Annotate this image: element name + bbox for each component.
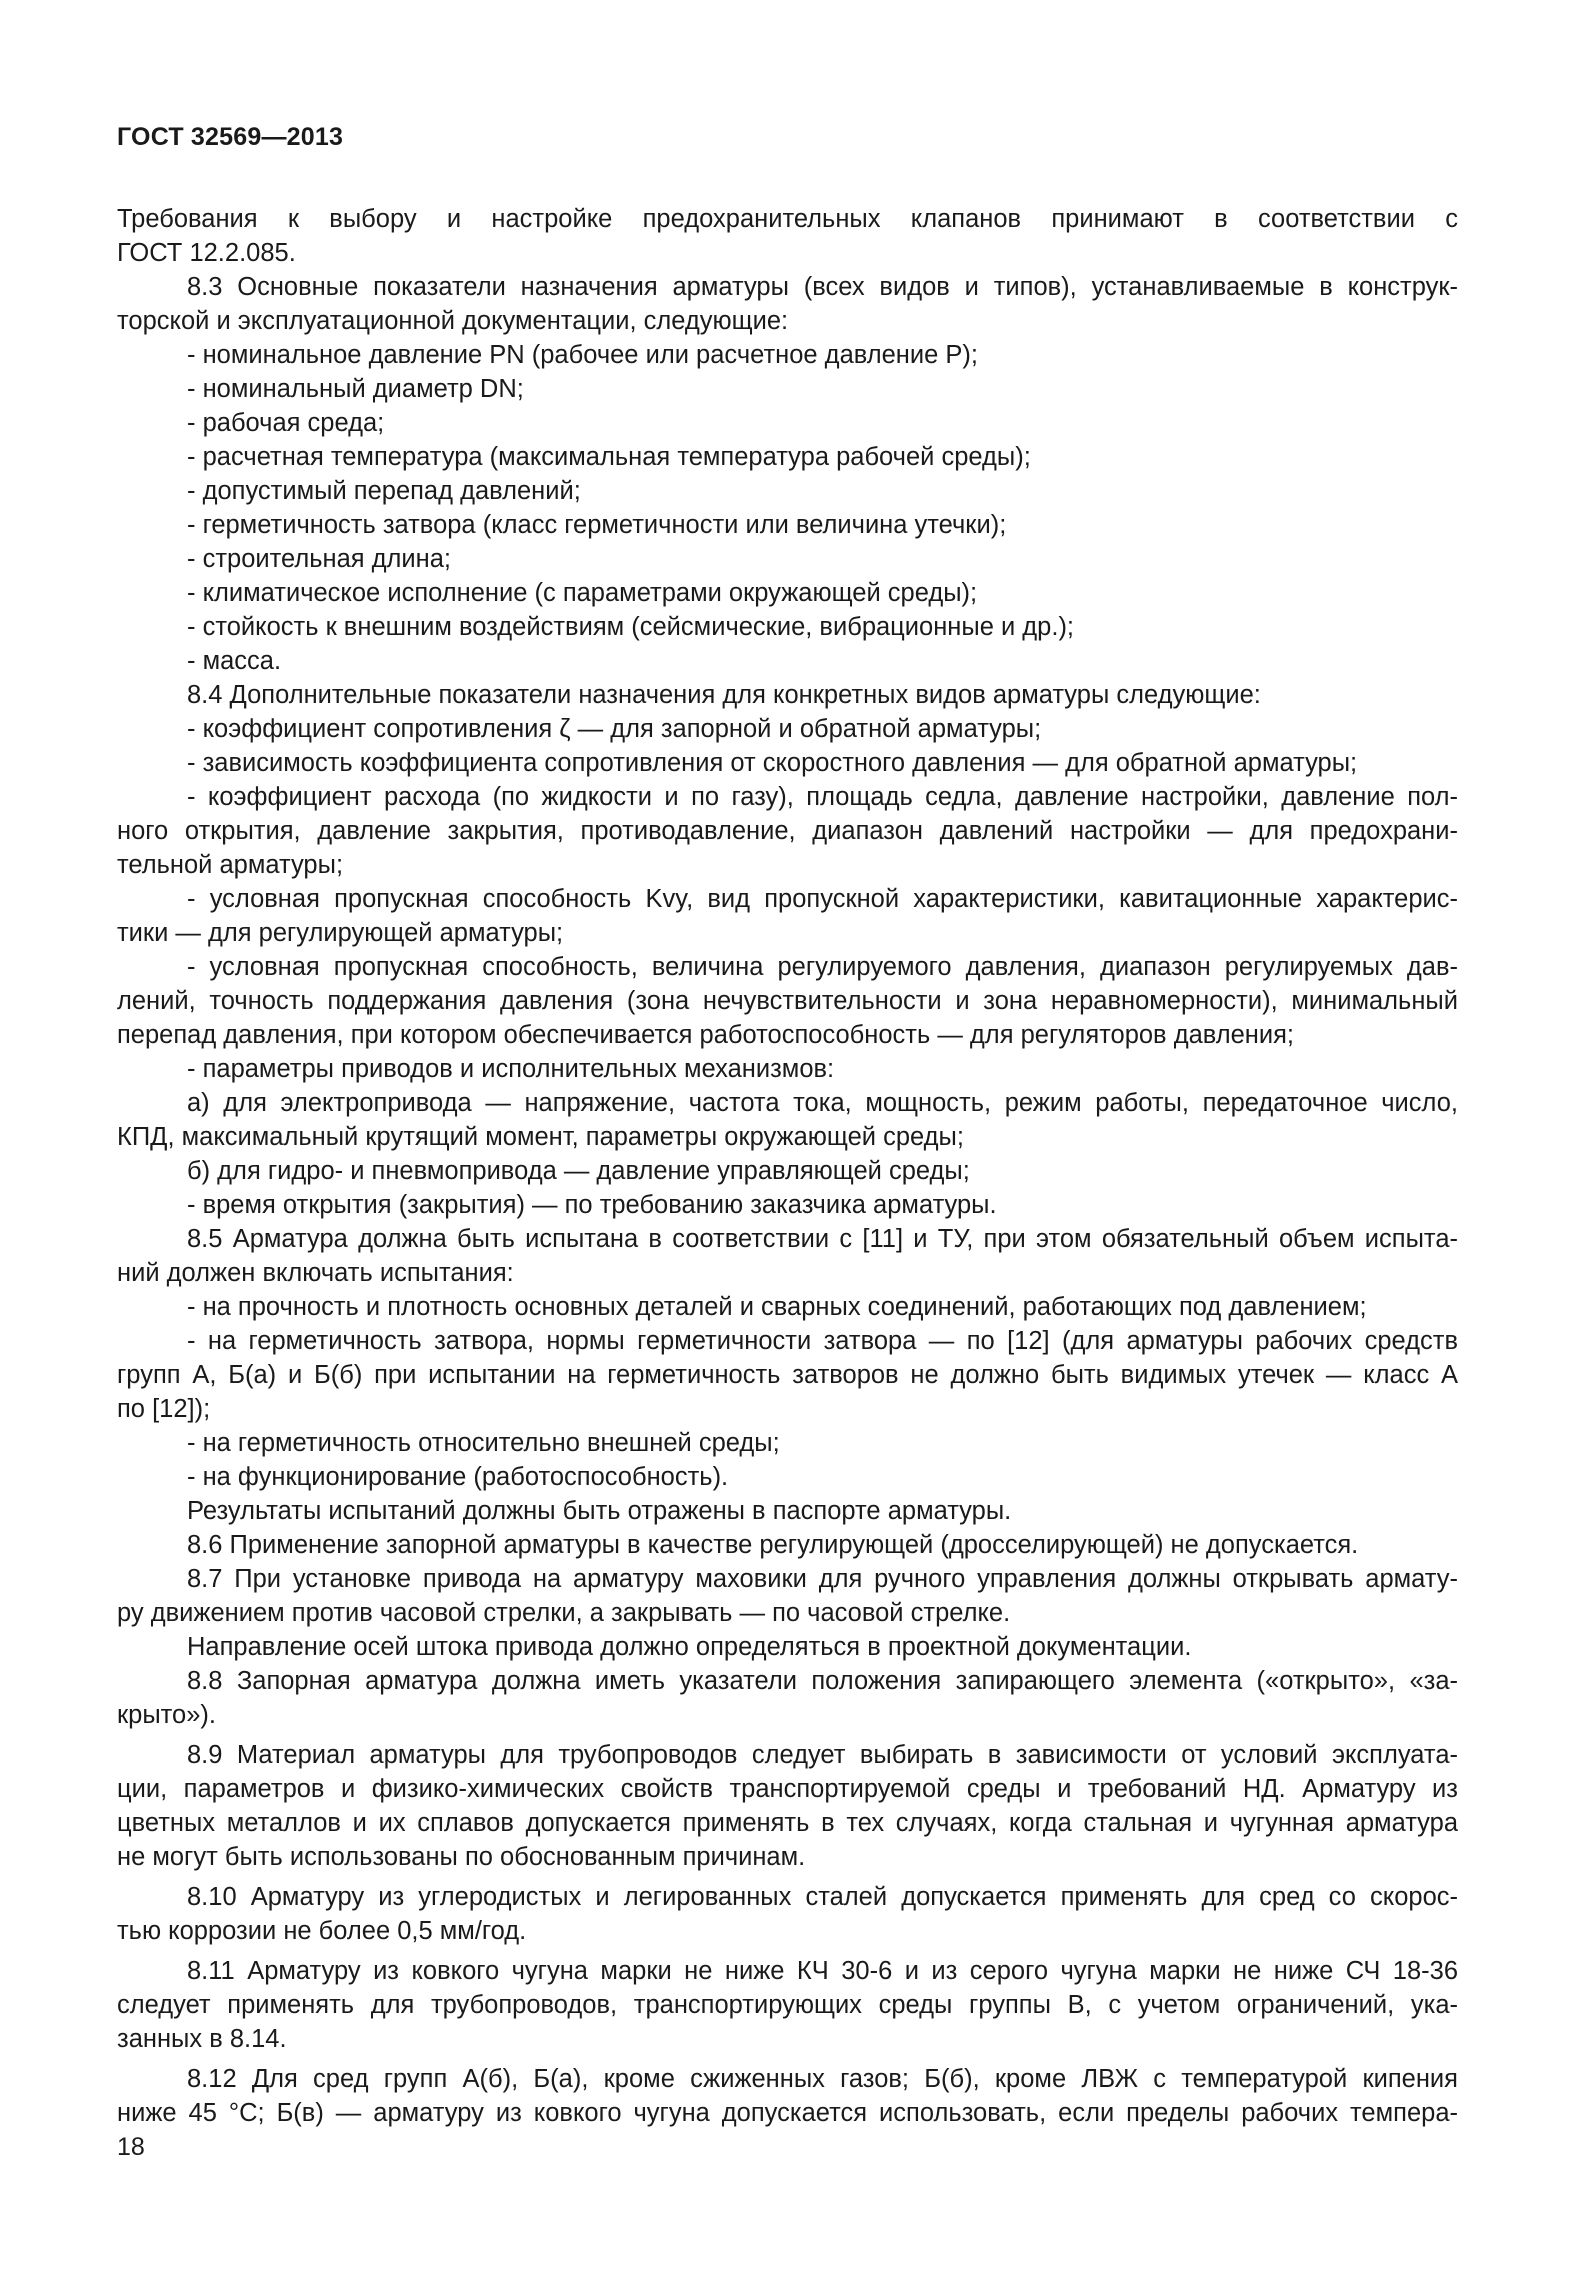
text-line: - допустимый перепад давлений; [187, 477, 581, 505]
text-line: ру движением против часовой стрелки, а закрывать — по часовой стрелке. [117, 1599, 1011, 1627]
text-line: - коэффициент расхода (по жидкости и по газу), площадь седла, давление настройки, давление пол- [187, 783, 1458, 811]
text-line: ного открытия, давление закрытия, противодавление, диапазон давлений настройки — для предохрани- [117, 817, 1458, 845]
text-line: Направление осей штока привода должно определяться в проектной документации. [187, 1633, 1192, 1661]
text-line: 8.11 Арматуру из ковкого чугуна марки не ниже КЧ 30-6 и из серого чугуна марки не ниже СЧ 18-36 [187, 1957, 1458, 1985]
text-line: - параметры приводов и исполнительных механизмов: [187, 1055, 835, 1083]
text-line: по [12]); [117, 1395, 211, 1423]
text-line: 8.9 Материал арматуры для трубопроводов следует выбирать в зависимости от условий эксплуата- [187, 1741, 1458, 1769]
text-line: следует применять для трубопроводов, транспортирующих среды группы В, с учетом ограничений, ука- [117, 1991, 1458, 2019]
text-line: - номинальное давление PN (рабочее или расчетное давление P); [187, 341, 978, 369]
text-line: 8.8 Запорная арматура должна иметь указатели положения запирающего элемента («открыто», «за- [187, 1667, 1458, 1695]
text-line: ний должен включать испытания: [117, 1259, 514, 1287]
text-line: - на функционирование (работоспособность). [187, 1463, 729, 1491]
text-line: - на герметичность затвора, нормы герметичности затвора — по [12] (для арматуры рабочих средств [187, 1327, 1458, 1355]
text-line: групп А, Б(а) и Б(б) при испытании на герметичность затворов не должно быть видимых утечек — класс А [117, 1361, 1458, 1389]
text-line: - расчетная температура (максимальная температура рабочей среды); [187, 443, 1031, 471]
text-line: 8.12 Для сред групп А(б), Б(а), кроме сжиженных газов; Б(б), кроме ЛВЖ с температурой кипения [187, 2065, 1458, 2093]
text-line: тельной арматуры; [117, 851, 344, 879]
text-line: ции, параметров и физико-химических свойств транспортируемой среды и требований НД. Арматуру из [117, 1775, 1458, 1803]
text-line: 8.7 При установке привода на арматуру маховики для ручного управления должны открывать армату- [187, 1565, 1458, 1593]
text-line: 8.6 Применение запорной арматуры в качестве регулирующей (дросселирующей) не допускается. [187, 1531, 1359, 1559]
text-line: - стойкость к внешним воздействиям (сейсмические, вибрационные и др.); [187, 613, 1075, 641]
text-line: перепад давления, при котором обеспечивается работоспособность — для регуляторов давления; [117, 1021, 1294, 1049]
text-line: 8.3 Основные показатели назначения арматуры (всех видов и типов), устанавливаемые в конструк- [187, 273, 1458, 301]
text-line: а) для электропривода — напряжение, частота тока, мощность, режим работы, передаточное число, [187, 1089, 1458, 1117]
text-line: - время открытия (закрытия) — по требованию заказчика арматуры. [187, 1191, 997, 1219]
text-line: - номинальный диаметр DN; [187, 375, 524, 403]
text-line: торской и эксплуатационной документации, следующие: [117, 307, 789, 335]
text-line: - на прочность и плотность основных деталей и сварных соединений, работающих под давлением; [187, 1293, 1367, 1321]
text-line: крыто»). [117, 1701, 216, 1729]
text-line: лений, точность поддержания давления (зона нечувствительности и зона неравномерности), минимальный [117, 987, 1458, 1015]
text-line: - масса. [187, 647, 282, 675]
page-number: 18 [117, 2133, 145, 2161]
text-line: - герметичность затвора (класс герметичности или величина утечки); [187, 511, 1007, 539]
text-line: занных в 8.14. [117, 2025, 287, 2053]
text-line: - рабочая среда; [187, 409, 385, 437]
text-line: Требования к выбору и настройке предохранительных клапанов принимают в соответствии с [117, 205, 1458, 233]
text-line: цветных металлов и их сплавов допускается применять в тех случаях, когда стальная и чугунная арматура [117, 1809, 1458, 1837]
text-line: - условная пропускная способность Kvy, вид пропускной характеристики, кавитационные характерис- [187, 885, 1458, 913]
text-line: ГОСТ 12.2.085. [117, 239, 296, 267]
text-line: - климатическое исполнение (с параметрами окружающей среды); [187, 579, 978, 607]
text-line: б) для гидро- и пневмопривода — давление управляющей среды; [187, 1157, 970, 1185]
text-line: КПД, максимальный крутящий момент, параметры окружающей среды; [117, 1123, 964, 1151]
text-line: тики — для регулирующей арматуры; [117, 919, 564, 947]
text-line: не могут быть использованы по обоснованным причинам. [117, 1843, 806, 1871]
text-line: Результаты испытаний должны быть отражены в паспорте арматуры. [187, 1497, 1012, 1525]
text-line: тью коррозии не более 0,5 мм/год. [117, 1917, 527, 1945]
body-text [117, 202, 1458, 2130]
text-line: ниже 45 °С; Б(в) — арматуру из ковкого чугуна допускается использовать, если пределы рабочих темпера- [117, 2099, 1458, 2127]
text-line: - зависимость коэффициента сопротивления от скоростного давления — для обратной арматуры; [187, 749, 1358, 777]
text-line: 8.5 Арматура должна быть испытана в соответствии с [11] и ТУ, при этом обязательный объем испыта- [187, 1225, 1458, 1253]
text-line: - коэффициент сопротивления ζ — для запорной и обратной арматуры; [187, 715, 1042, 743]
text-line: - условная пропускная способность, величина регулируемого давления, диапазон регулируемых дав- [187, 953, 1458, 981]
page-header-standard-number: ГОСТ 32569—2013 [117, 123, 344, 151]
text-line: 8.4 Дополнительные показатели назначения для конкретных видов арматуры следующие: [187, 681, 1261, 709]
text-line: - строительная длина; [187, 545, 452, 573]
text-line: - на герметичность относительно внешней среды; [187, 1429, 780, 1457]
text-line: 8.10 Арматуру из углеродистых и легированных сталей допускается применять для сред со скорос- [187, 1883, 1458, 1911]
